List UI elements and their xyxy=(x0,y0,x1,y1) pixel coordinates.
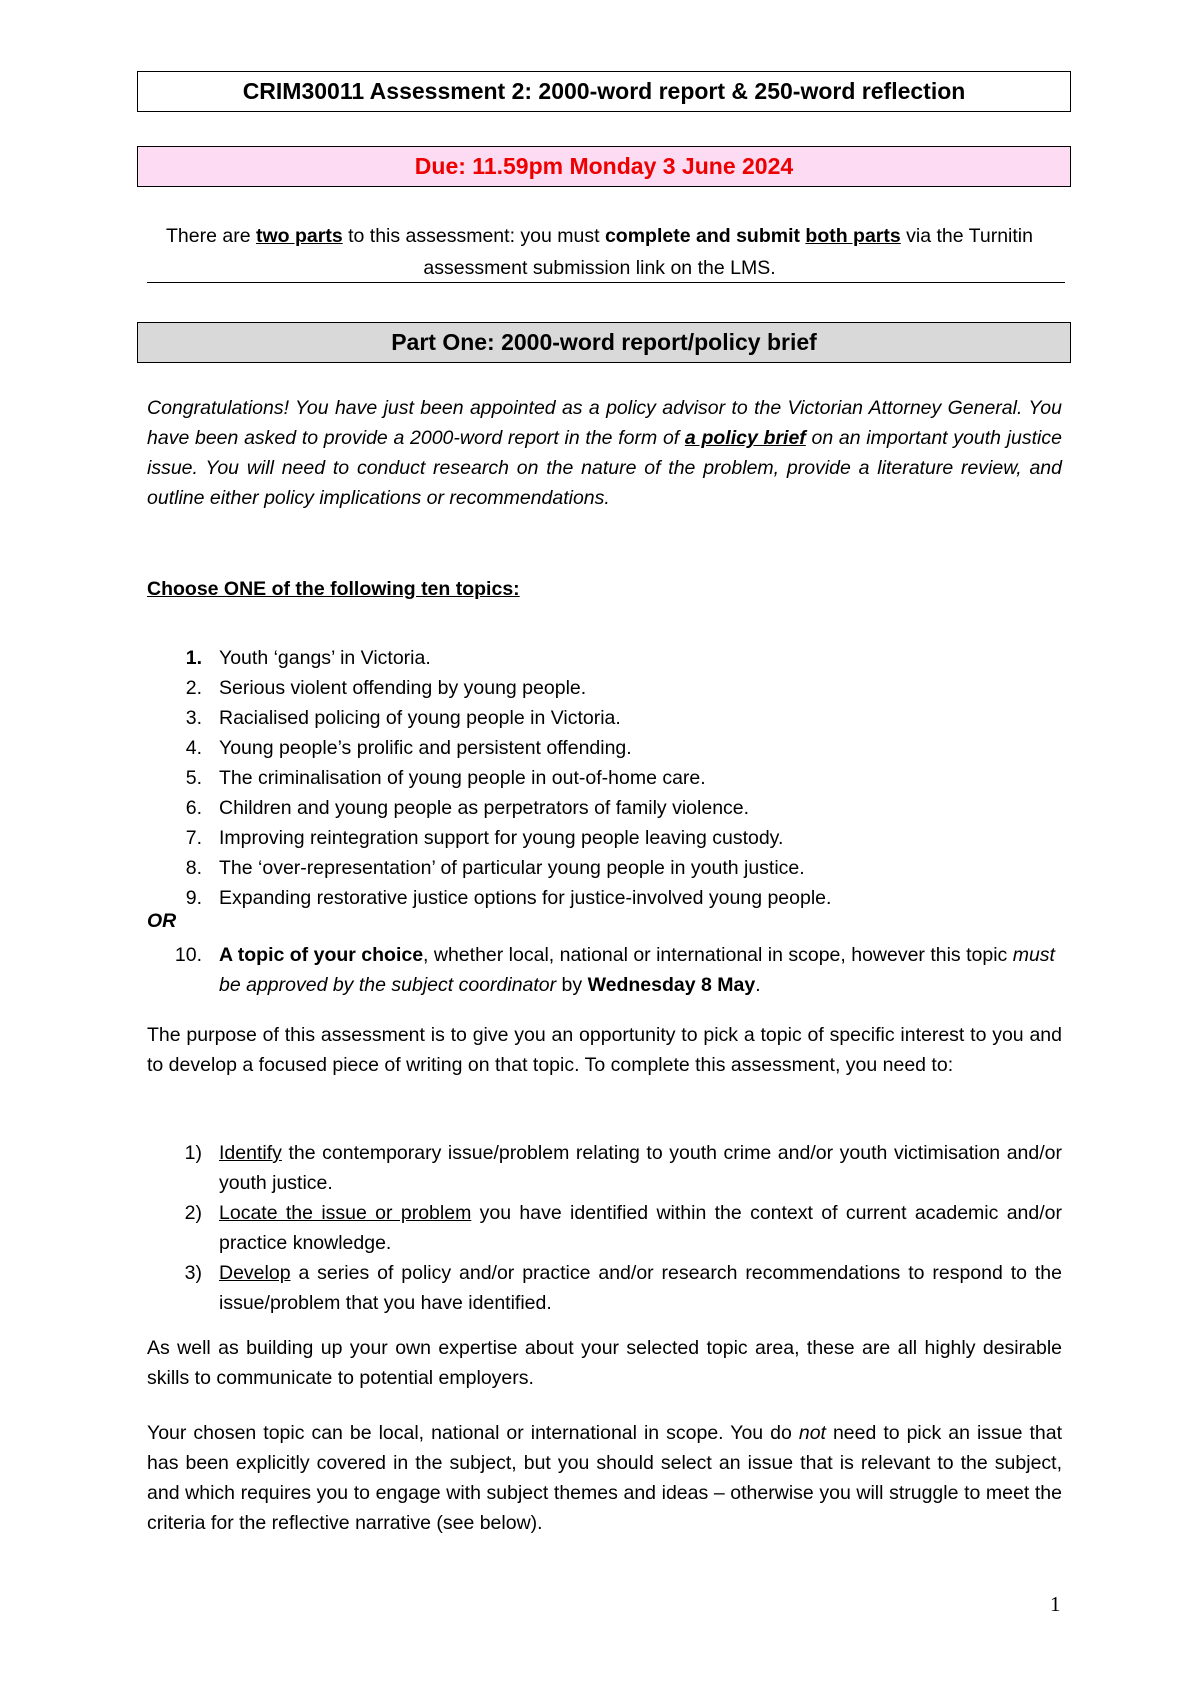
list-item xyxy=(147,1258,1062,1318)
list-number: 3) xyxy=(184,1262,202,1284)
topic-text: Serious violent offending by young people. xyxy=(219,677,587,699)
list-item xyxy=(147,1198,1062,1258)
list-number: 1) xyxy=(184,1142,202,1164)
topic-text: The ‘over-representation’ of particular young people in youth justice. xyxy=(219,857,805,879)
list-item xyxy=(147,823,1062,853)
step-text: a series of policy and/or practice and/or research recommendations to respond to the issue/problem that you have identified. xyxy=(219,1262,1062,1314)
policy-brief-emphasis: a policy brief xyxy=(684,427,806,449)
topic-ten xyxy=(147,940,1062,1000)
list-item xyxy=(147,763,1062,793)
scope-paragraph xyxy=(147,1418,1062,1538)
step-text: you have identified within the context of current academic and/or practice knowledge. xyxy=(219,1202,1062,1254)
list-number: 8. xyxy=(185,857,202,879)
intro-text: to this assessment: you must xyxy=(342,225,605,247)
scenario-text: Congratulations! You have just been appointed as a policy advisor to the Victorian Attorney General. You have been asked to provide a 2000-word report in the form of xyxy=(147,397,1062,449)
intro-emphasis: two parts xyxy=(255,225,343,247)
or-separator: OR xyxy=(147,910,177,932)
purpose-paragraph: The purpose of this assessment is to give you an opportunity to pick a topic of specific interest to you and to develop a focused piece of writing on that topic. To complete this assessment, you need to: xyxy=(147,1024,1062,1076)
intro-emphasis: complete and submit xyxy=(604,225,806,247)
topic-text: Expanding restorative justice options for justice-involved young people. xyxy=(219,887,832,909)
step-keyword: Develop xyxy=(219,1262,291,1284)
list-item xyxy=(147,883,1062,913)
list-number: 10. xyxy=(174,944,202,966)
topic-text: Children and young people as perpetrators of family violence. xyxy=(219,797,750,819)
list-item xyxy=(147,643,1062,673)
intro-emphasis: both parts xyxy=(805,225,901,247)
topic-text: Improving reintegration support for young people leaving custody. xyxy=(219,827,784,849)
due-date-banner: Due: 11.59pm Monday 3 June 2024 xyxy=(137,146,1071,187)
divider xyxy=(147,282,1065,283)
list-number: 3. xyxy=(185,707,202,729)
approval-note: must be approved by the subject coordinator xyxy=(219,944,1055,996)
list-item xyxy=(147,1138,1062,1198)
topic-text: , whether local, national or international in scope, however this topic xyxy=(423,944,1013,966)
intro-text: There are xyxy=(166,225,256,247)
scope-emphasis: not xyxy=(798,1422,826,1444)
part-one-heading: Part One: 2000-word report/policy brief xyxy=(137,322,1071,363)
topic-text: The criminalisation of young people in out-of-home care. xyxy=(219,767,706,789)
assessment-title: CRIM30011 Assessment 2: 2000-word report & 250-word reflection xyxy=(137,71,1071,112)
list-number: 2) xyxy=(184,1202,202,1224)
list-item xyxy=(147,853,1062,883)
scope-text: Your chosen topic can be local, national or international in scope. You do xyxy=(147,1422,799,1444)
topic-text: by xyxy=(556,974,588,996)
scenario-text: on an important youth justice issue. You will need to conduct research on the nature of the problem, provide a literature review, and outline either policy implications or recommendations. xyxy=(147,427,1062,509)
step-keyword: Identify xyxy=(219,1142,282,1164)
choose-topic-heading: Choose ONE of the following ten topics: xyxy=(147,578,520,600)
steps-list xyxy=(147,1138,1062,1318)
topic-text: Young people’s prolific and persistent offending. xyxy=(219,737,632,759)
list-number: 9. xyxy=(185,887,202,909)
topic-list xyxy=(147,643,1062,913)
list-number: 1. xyxy=(185,647,202,669)
intro-text: via the Turnitin assessment submission link on the LMS. xyxy=(423,225,1033,279)
topic-ten-text xyxy=(147,940,1062,1000)
list-number: 7. xyxy=(185,827,202,849)
scenario-paragraph xyxy=(147,393,1062,513)
topic-ten-emphasis: A topic of your choice xyxy=(219,944,424,966)
page-number: 1 xyxy=(1050,1592,1061,1616)
list-item xyxy=(147,673,1062,703)
list-item xyxy=(147,703,1062,733)
approval-date: Wednesday 8 May xyxy=(587,974,756,996)
list-item xyxy=(147,793,1062,823)
list-number: 4. xyxy=(185,737,202,759)
scope-text: need to pick an issue that has been explicitly covered in the subject, but you should select an issue that is relevant to the subject, and which requires you to engage with subject themes and ideas – otherwise you will struggle to meet the criteria for the reflective narrative (see below). xyxy=(147,1422,1062,1534)
intro-paragraph xyxy=(137,220,1062,284)
list-number: 2. xyxy=(185,677,202,699)
topic-text: Youth ‘gangs’ in Victoria. xyxy=(219,647,431,669)
step-text: the contemporary issue/problem relating to youth crime and/or youth victimisation and/or youth justice. xyxy=(219,1142,1062,1194)
list-item xyxy=(147,733,1062,763)
expertise-paragraph: As well as building up your own expertise about your selected topic area, these are all highly desirable skills to communicate to potential employers. xyxy=(147,1337,1062,1389)
list-number: 6. xyxy=(185,797,202,819)
step-keyword: Locate the issue or problem xyxy=(219,1202,472,1224)
list-number: 5. xyxy=(185,767,202,789)
topic-text: Racialised policing of young people in Victoria. xyxy=(219,707,621,729)
topic-text: . xyxy=(755,974,761,996)
